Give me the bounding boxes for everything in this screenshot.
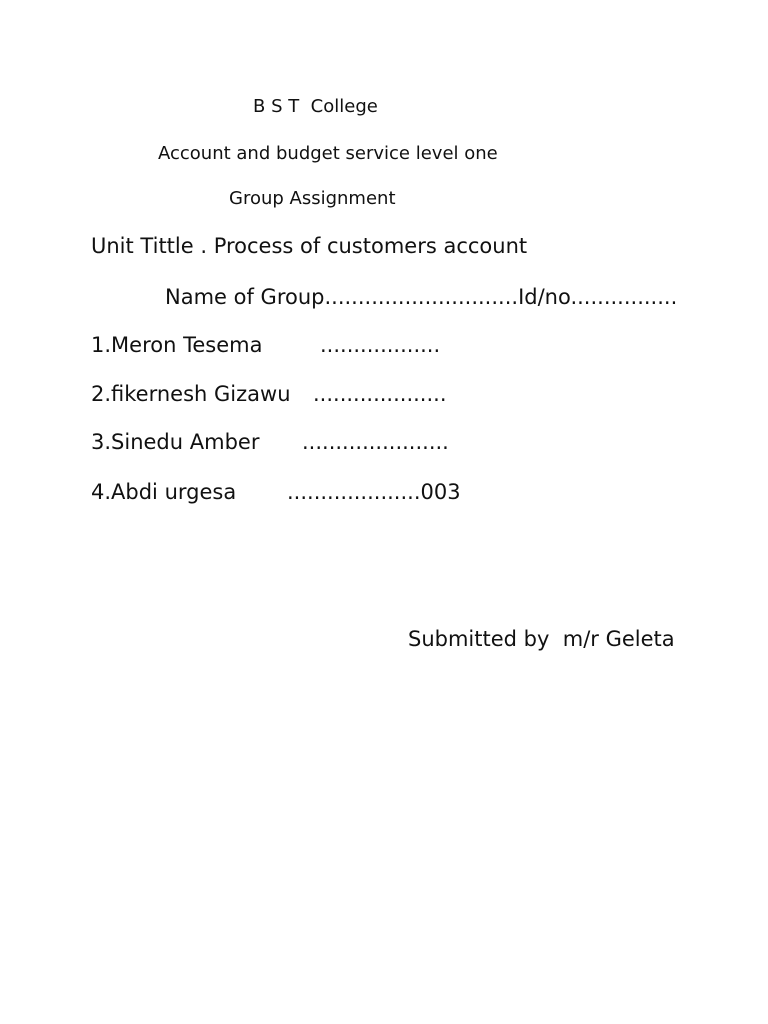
assignment-type: Group Assignment [229,188,396,209]
member-name: 4.Abdi urgesa [91,480,237,504]
member-name: 1.Meron Tesema [91,333,263,357]
member-name: 3.Sinedu Amber [91,430,260,454]
member-id: .................... [313,382,447,406]
member-id: .................. [320,333,441,357]
member-id: ...................... [302,430,449,454]
group-id-header: Name of Group.............................Id/no................ [165,285,678,309]
college-name: B S T College [253,96,378,117]
unit-title: Unit Tittle . Process of customers account [91,234,528,258]
course-title: Account and budget service level one [158,143,498,164]
member-name: 2.fikernesh Gizawu [91,382,291,406]
submitted-by: Submitted by m/r Geleta [408,627,675,651]
member-id: ....................003 [287,480,461,504]
